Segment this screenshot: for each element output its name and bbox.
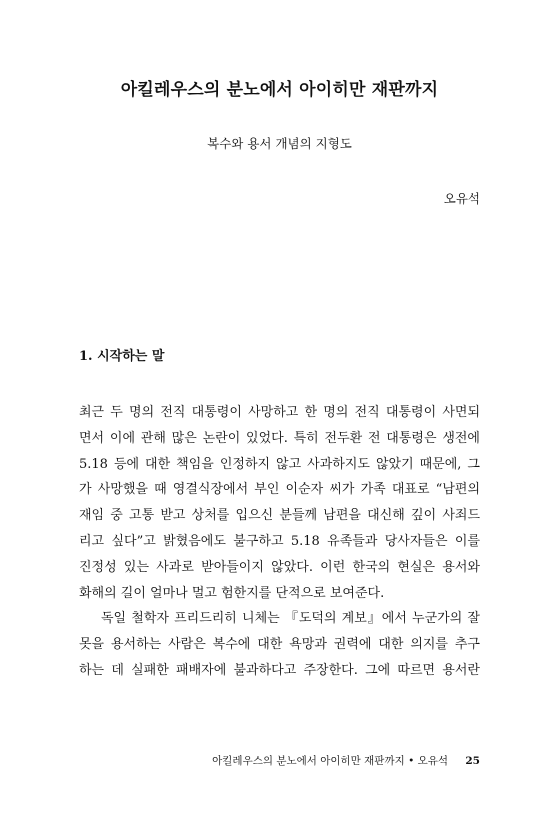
paragraph-2-line-2: 못을 용서하는 사람은 복수에 대한 욕망과 권력에 대한 의지를 추구 (79, 637, 480, 653)
paragraph-1-line-4: 가 사망했을 때 영결식장에서 부인 이순자 씨가 가족 대표로 “남편의 (79, 482, 480, 498)
paragraph-1-line-6: 리고 싶다”고 밝혔음에도 불구하고 5.18 유족들과 당사자들은 이를 (79, 533, 480, 549)
body-text (79, 400, 480, 684)
paragraph-1-line-3: 5.18 등에 대한 책임을 인정하지 않고 사과하지도 않았기 때문에, 그 (79, 456, 480, 472)
paragraph-1-line-8: 화해의 길이 얼마나 멀고 험한지를 단적으로 보여준다. (79, 585, 385, 601)
running-title: 아킬레우스의 분노에서 아이히만 재판까지 • 오유석 (212, 755, 449, 767)
paragraph-1-line-5: 재임 중 고통 받고 상처를 입으신 분들께 남편을 대신해 깊이 사죄드 (79, 508, 480, 524)
paragraph-1-line-2: 면서 이에 관해 많은 논란이 있었다. 특히 전두환 전 대통령은 생전에 (79, 430, 480, 446)
paragraph-1-line-1: 최근 두 명의 전직 대통령이 사망하고 한 명의 전직 대통령이 사면되 (79, 405, 480, 420)
author-name: 오유석 (443, 191, 480, 206)
paragraph-2-line-3: 하는 데 실패한 패배자에 불과하다고 주장한다. 그에 따르면 용서란 (79, 662, 480, 678)
page-number: 25 (465, 755, 480, 767)
page-footer (212, 753, 480, 768)
article-title: 아킬레우스의 분노에서 아이히만 재판까지 (120, 80, 439, 100)
paragraph-2-line-1: 독일 철학자 프리드리히 니체는 『도덕의 계보』에서 누군가의 잘 (101, 611, 480, 627)
paragraph-1-line-7: 진정성 있는 사과로 받아들이지 않았다. 이런 한국의 현실은 용서와 (79, 559, 480, 575)
section-heading: 1. 시작하는 말 (79, 349, 165, 364)
article-subtitle: 복수와 용서 개념의 지형도 (207, 136, 352, 151)
